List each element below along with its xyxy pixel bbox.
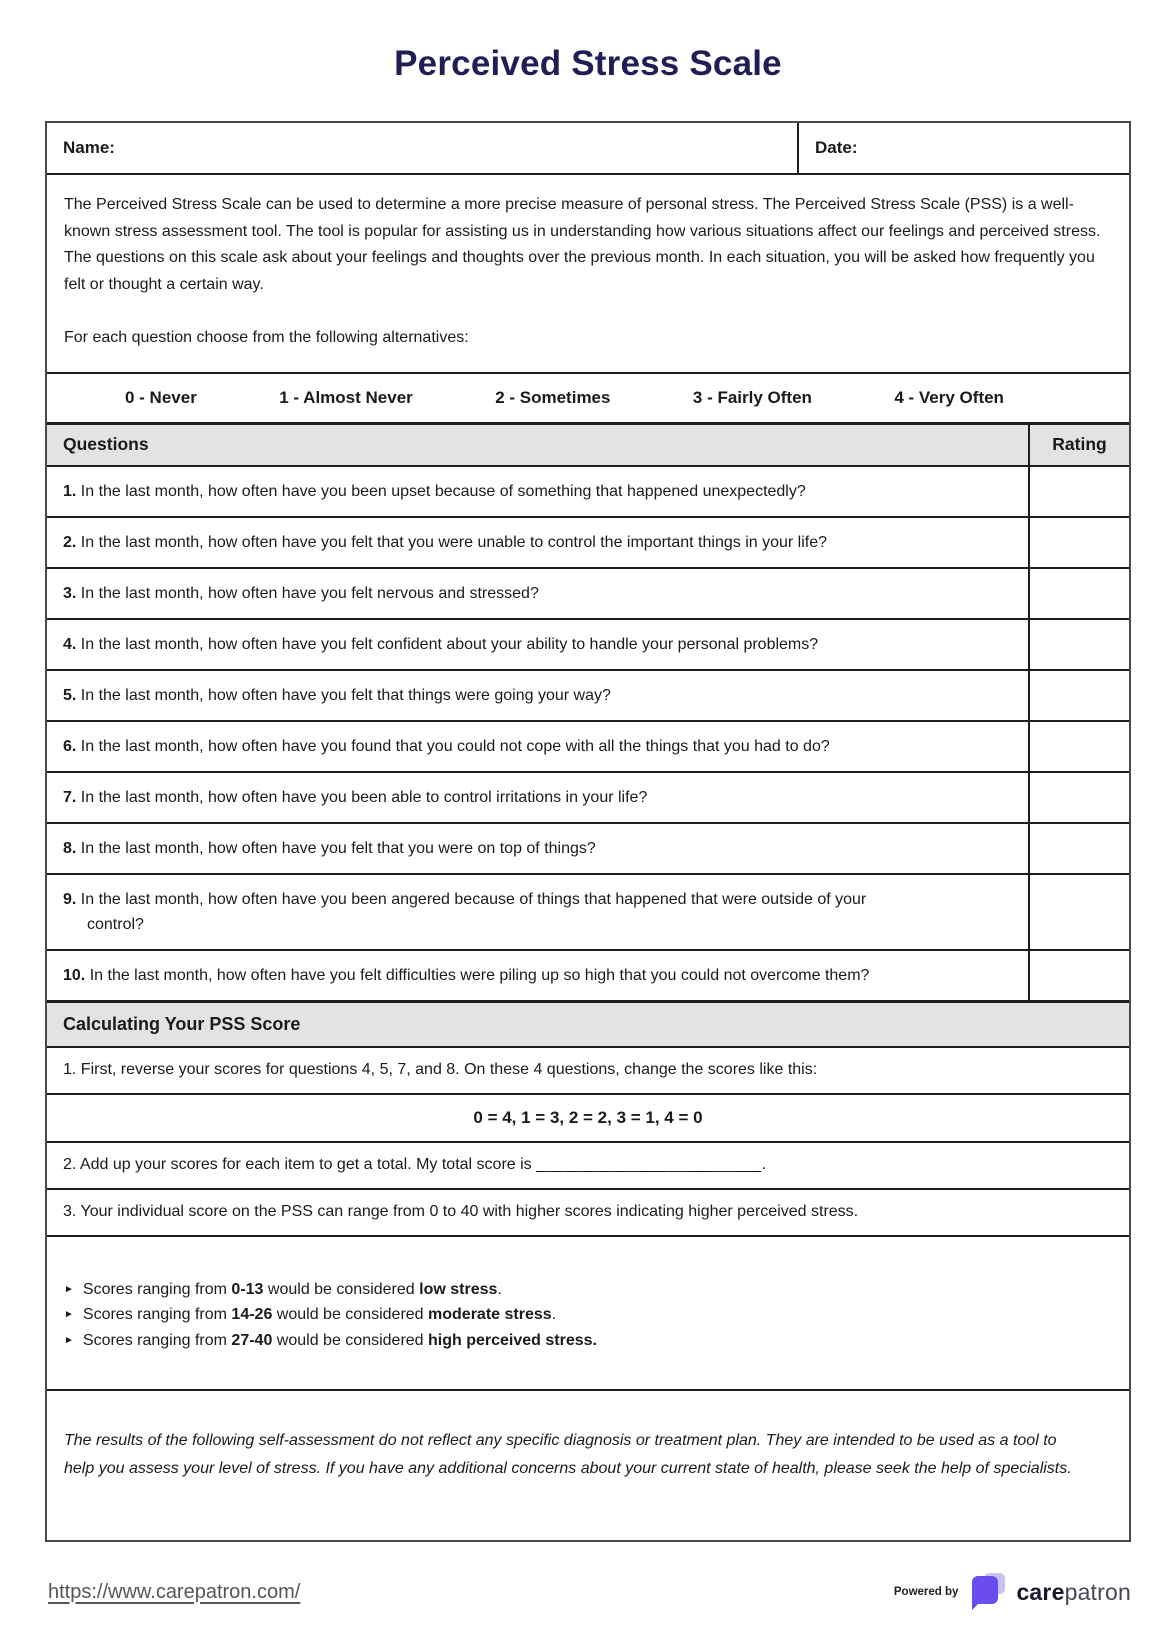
- scoring-step-2: [47, 1141, 1129, 1188]
- alternative-option-4: 4 - Very Often: [894, 387, 1004, 407]
- question-text-6: 6. In the last month, how often have you found that you could not cope with all the things that you had to do?: [63, 737, 830, 755]
- date-label: Date:: [814, 138, 858, 157]
- footer-link[interactable]: https://www.carepatron.com/: [48, 1580, 301, 1603]
- rating-cell-9[interactable]: [1030, 875, 1129, 949]
- pss-form: [45, 121, 1131, 1542]
- rating-cell-3[interactable]: [1030, 569, 1129, 618]
- alternative-option-3: 3 - Fairly Often: [692, 387, 812, 407]
- intro-section: [47, 173, 1129, 372]
- rating-cell-5[interactable]: [1030, 671, 1129, 720]
- rating-cell-8[interactable]: [1030, 824, 1129, 873]
- score-ranges: [47, 1235, 1129, 1390]
- alternative-option-2: 2 - Sometimes: [495, 387, 611, 407]
- question-text-5: 5. In the last month, how often have you felt that things were going your way?: [63, 686, 611, 704]
- questions-column-header: Questions: [47, 425, 1030, 465]
- calculating-score-header: [47, 1000, 1129, 1046]
- range-bullet-icon: ►: [64, 1334, 74, 1346]
- alternatives-row: [47, 372, 1129, 422]
- alternative-option-0: 0 - Never: [125, 387, 197, 407]
- question-row-4: [47, 618, 1129, 669]
- question-text-7: 7. In the last month, how often have you been able to control irritations in your life?: [63, 788, 648, 806]
- scoring-step-3: [47, 1188, 1129, 1235]
- powered-by-group: [894, 1570, 1131, 1614]
- powered-by-label: Powered by: [893, 1586, 959, 1598]
- rating-cell-6[interactable]: [1030, 722, 1129, 771]
- question-text-3: 3. In the last month, how often have you felt nervous and stressed?: [63, 584, 539, 602]
- question-row-10: [47, 949, 1129, 1000]
- question-row-8: [47, 822, 1129, 873]
- rating-cell-2[interactable]: [1030, 518, 1129, 567]
- score-range-moderate: ► Scores ranging from 14-26 would be considered moderate stress.: [64, 1302, 1113, 1328]
- score-range-low: ► Scores ranging from 0-13 would be considered low stress.: [64, 1277, 1113, 1303]
- question-row-5: [47, 669, 1129, 720]
- alternative-option-1: 1 - Almost Never: [279, 387, 413, 407]
- reverse-score-key-text: 0 = 4, 1 = 3, 2 = 2, 3 = 1, 4 = 0: [473, 1107, 703, 1127]
- scoring-step-1: [47, 1046, 1129, 1093]
- question-row-3: [47, 567, 1129, 618]
- question-text-10: 10. In the last month, how often have you felt difficulties were piling up so high that you could not overcome them?: [63, 966, 870, 984]
- question-text-9: 9. In the last month, how often have you been angered because of things that happened that were outside of your control?: [63, 890, 867, 933]
- disclaimer-text: The results of the following self-assessment do not reflect any specific diagnosis or treatment plan. They are intended to be used as a tool to help you assess your level of stress. If you have any additional concerns about your current state of health, please seek the help of specialists.: [64, 1432, 1072, 1477]
- question-text-8: 8. In the last month, how often have you felt that you were on top of things?: [63, 839, 596, 857]
- total-score-blank[interactable]: ________________________.: [536, 1156, 767, 1173]
- question-row-1: [47, 465, 1129, 516]
- scoring-step-3-text: 3. Your individual score on the PSS can range from 0 to 40 with higher scores indicating higher perceived stress.: [63, 1203, 859, 1220]
- question-row-6: [47, 720, 1129, 771]
- name-label: Name:: [63, 138, 115, 157]
- carepatron-wordmark: carepatron: [1016, 1578, 1131, 1605]
- rating-cell-4[interactable]: [1030, 620, 1129, 669]
- choose-instruction: For each question choose from the following alternatives:: [64, 329, 469, 346]
- rating-cell-10[interactable]: [1030, 951, 1129, 1000]
- date-field[interactable]: [799, 123, 1129, 173]
- question-row-2: [47, 516, 1129, 567]
- question-text-2: 2. In the last month, how often have you felt that you were unable to control the important things in your life?: [63, 533, 828, 551]
- questions-table-header: [47, 422, 1129, 465]
- calculating-score-title: Calculating Your PSS Score: [63, 1013, 301, 1034]
- rating-column-header: Rating: [1052, 434, 1107, 454]
- reverse-score-key: [47, 1093, 1129, 1141]
- score-range-high: ► Scores ranging from 27-40 would be considered high perceived stress.: [64, 1328, 1113, 1354]
- question-text-1: 1. In the last month, how often have you been upset because of something that happened unexpectedly?: [63, 482, 806, 500]
- name-field[interactable]: [47, 123, 799, 173]
- range-bullet-icon: ►: [64, 1309, 74, 1320]
- range-bullet-icon: ►: [64, 1283, 74, 1295]
- page-title: Perceived Stress Scale: [394, 44, 782, 83]
- disclaimer-section: [47, 1389, 1129, 1540]
- question-row-9: [47, 873, 1129, 949]
- name-date-row: [47, 123, 1129, 173]
- rating-cell-7[interactable]: [1030, 773, 1129, 822]
- carepatron-logo-icon: [968, 1570, 1008, 1614]
- scoring-step-2-text: 2. Add up your scores for each item to get a total. My total score is ________________________.: [63, 1156, 767, 1173]
- page-footer: [48, 1570, 1131, 1614]
- question-row-7: [47, 771, 1129, 822]
- rating-cell-1[interactable]: [1030, 467, 1129, 516]
- scoring-step-1-text: 1. First, reverse your scores for questions 4, 5, 7, and 8. On these 4 questions, change the scores like this:: [63, 1061, 818, 1078]
- question-text-4: 4. In the last month, how often have you felt confident about your ability to handle your personal problems?: [63, 635, 819, 653]
- intro-paragraph: The Perceived Stress Scale can be used to determine a more precise measure of personal stress. The Perceived Stress Scale (PSS) is a well-known stress assessment tool. The tool is popular for assisting us in understanding how various situations affect our feelings and perceived stress. The questions on this scale ask about your feelings and thoughts over the previous month. In each situation, you will be asked how frequently you felt or thought a certain way.: [64, 196, 1101, 293]
